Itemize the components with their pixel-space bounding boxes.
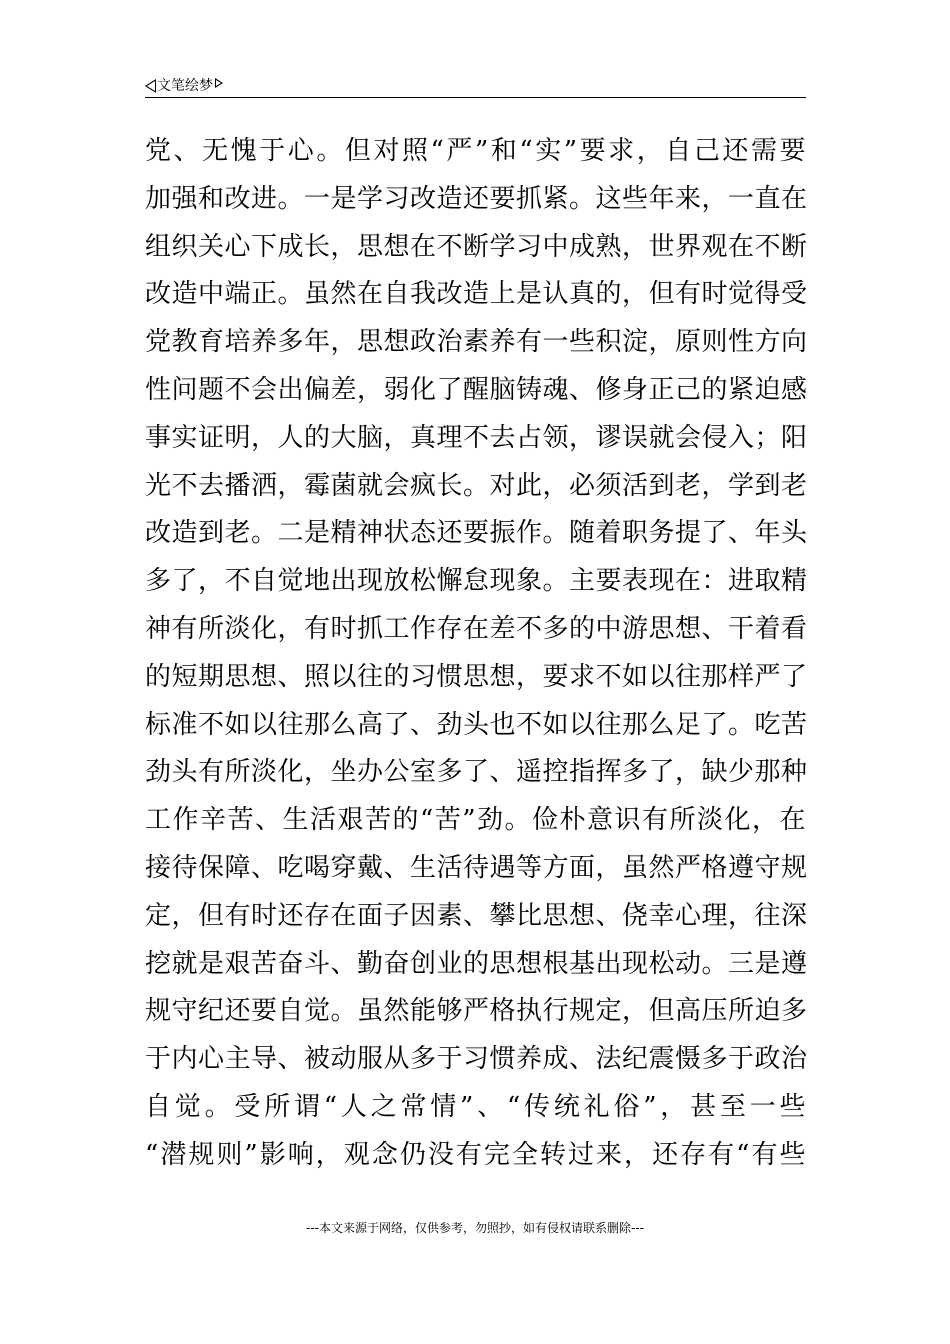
text-line: 挖就是艰苦奋斗、勤奋创业的思想根基出现松动。三是遵 xyxy=(145,948,808,979)
text-line: 的短期思想、照以往的习惯思想，要求不如以往那样严了 xyxy=(145,661,808,692)
header-title: 文笔绘梦 xyxy=(157,78,213,94)
text-line: 标准不如以往那么高了、劲头也不如以往那么足了。吃苦 xyxy=(145,709,808,740)
text-line: 性问题不会出偏差，弱化了醒脑铸魂、修身正己的紧迫感 xyxy=(145,374,808,405)
text-line: 劲头有所淡化，坐办公室多了、遥控指挥多了，缺少那种 xyxy=(145,757,808,788)
text-line: 于内心主导、被动服从多于习惯养成、法纪震慑多于政治 xyxy=(145,1044,808,1075)
text-line: 党、无愧于心。但对照“严”和“实”要求，自己还需要 xyxy=(145,136,806,166)
text-line: 组织关心下成长，思想在不断学习中成熟，世界观在不断 xyxy=(145,231,808,262)
text-line: 自觉。受所谓“人之常情”、“传统礼俗”，甚至一些 xyxy=(145,1091,806,1122)
page-header xyxy=(145,76,223,96)
text-line: 规守纪还要自觉。虽然能够严格执行规定，但高压所迫多 xyxy=(145,996,808,1027)
text-line: 事实证明，人的大脑，真理不去占领，谬误就会侵入；阳 xyxy=(145,422,808,453)
header-divider xyxy=(145,97,806,98)
text-line: 改造中端正。虽然在自我改造上是认真的，但有时觉得受 xyxy=(145,279,808,310)
document-body xyxy=(145,128,806,1180)
text-line: 党教育培养多年，思想政治素养有一些积淀，原则性方向 xyxy=(145,327,808,358)
text-line: 接待保障、吃喝穿戴、生活待遇等方面，虽然严格遵守规 xyxy=(145,852,808,883)
text-line: 神有所淡化，有时抓工作存在差不多的中游思想、干着看 xyxy=(145,613,808,644)
text-line: “潜规则”影响，观念仍没有完全转过来，还存有“有些 xyxy=(145,1139,806,1170)
text-line: 定，但有时还存在面子因素、攀比思想、侥幸心理，往深 xyxy=(145,900,808,931)
page-footer: ---本文来源于网络，仅供参考，勿照抄，如有侵权请联系删除--- xyxy=(306,1221,644,1235)
text-line: 工作辛苦、生活艰苦的“苦”劲。俭朴意识有所淡化，在 xyxy=(145,805,806,836)
right-triangle-icon xyxy=(215,78,223,88)
left-triangle-icon xyxy=(145,79,156,93)
text-line: 多了，不自觉地出现放松懈怠现象。主要表现在：进取精 xyxy=(145,566,808,597)
text-line: 光不去播洒，霉菌就会疯长。对此，必须活到老，学到老 xyxy=(145,470,808,501)
text-line: 加强和改进。一是学习改造还要抓紧。这些年来，一直在 xyxy=(145,183,808,214)
text-line: 改造到老。二是精神状态还要振作。随着职务提了、年头 xyxy=(145,518,808,549)
